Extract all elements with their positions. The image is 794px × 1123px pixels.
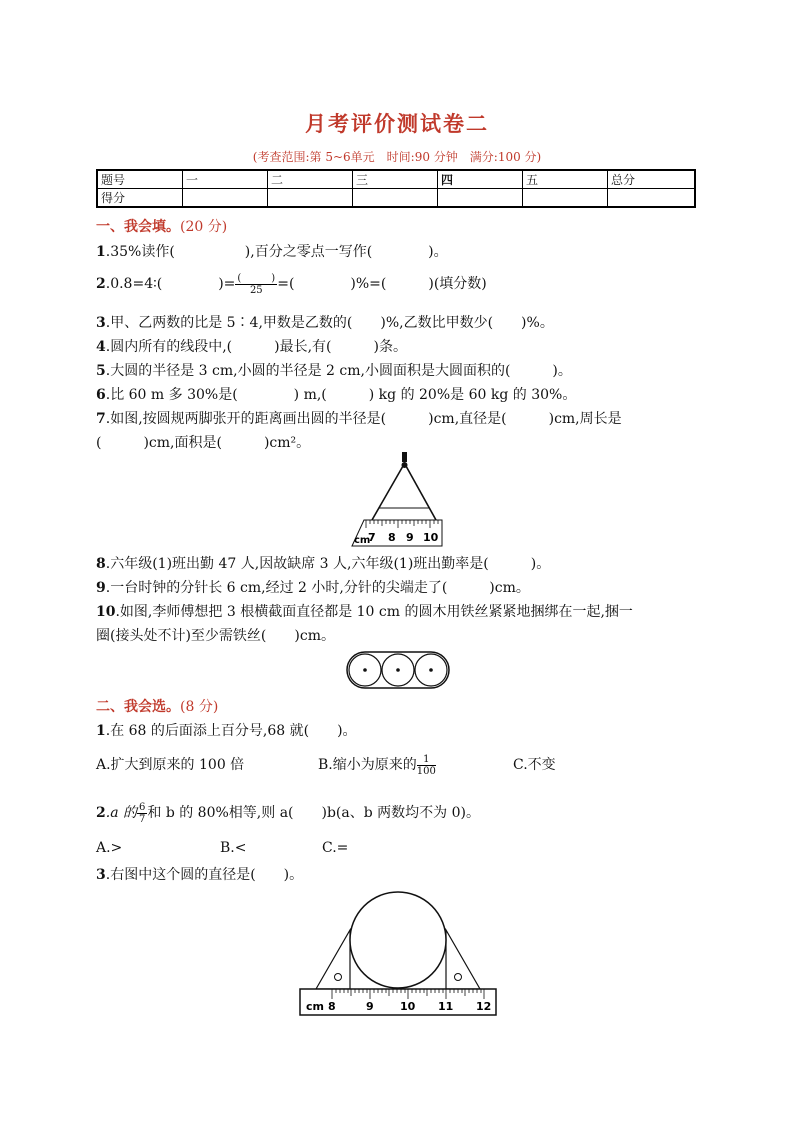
page-title: 月考评价测试卷二 [305,111,489,136]
question-number: 2 [96,276,106,292]
question-1-7 [96,408,622,428]
ruler-label: 10 [400,1000,416,1013]
question-2-2 [96,800,480,826]
right-set-square [446,930,480,989]
ruler-label: 12 [476,1000,492,1013]
header-cell: 二 [268,170,353,189]
ruler-label: 8 [328,1000,336,1013]
question-1-9 [96,577,530,597]
question-number: 10 [96,604,116,620]
score-cell[interactable] [183,189,268,208]
question-2-1 [96,720,357,740]
question-text: .如图,李师傅想把 3 根横截面直径都是 10 cm 的圆木用铁丝紧紧地捆绑在一起,捆一 [115,604,633,620]
header-cell: 三 [353,170,438,189]
fraction-numerator: 6 [139,801,146,813]
question-text: .a 的 [105,805,137,821]
question-1-3 [96,312,554,332]
section-1-heading [96,216,227,236]
three-logs-figure [346,650,450,690]
question-1-8 [96,553,550,573]
option-c[interactable]: C.= [322,840,349,856]
log-center [363,668,367,672]
ruler-label: 9 [366,1000,374,1013]
exam-scope: (考查范围:第 5~6单元 时间:90 分钟 满分:100 分) [252,150,542,164]
score-table-score-row [97,189,695,208]
option-c[interactable]: C.不变 [513,757,556,773]
score-cell[interactable] [268,189,353,208]
question-1-7-cont: ( )cm,面积是( )cm²。 [96,435,311,451]
question-number: 4 [96,339,106,355]
question-text: .0.8=4∶( )= [105,276,236,292]
question-1-4 [96,336,407,356]
ruler-label: cm [354,535,371,546]
fraction-numerator: ( ) [237,272,276,284]
circle [350,892,446,988]
question-1-2 [96,270,487,298]
fraction-numerator: 1 [417,754,436,766]
log-center [396,668,400,672]
question-number: 3 [96,315,106,331]
score-label-cell: 得分 [97,189,183,208]
ruler-label: 10 [423,531,439,544]
question-number: 1 [96,244,106,260]
fraction [235,273,277,296]
question-text: 和 b 的 80%相等,则 a( )b(a、b 两数均不为 0)。 [147,805,480,821]
fraction-denominator: 100 [416,765,436,777]
circle-diameter-figure [298,890,500,1020]
question-number: 7 [96,411,106,427]
question-1-1 [96,241,448,261]
question-text: .一台时钟的分针长 6 cm,经过 2 小时,分针的尖端走了( )cm。 [105,580,530,596]
fraction-denominator: 7 [139,813,146,825]
score-cell[interactable] [353,189,438,208]
section-1-title: 一、我会填。 [96,219,180,235]
question-text: .圆内所有的线段中,( )最长,有( )条。 [105,339,407,355]
ruler-label: 9 [406,531,414,544]
question-text: .比 60 m 多 30%是( ) m,( ) kg 的 20%是 60 kg 的 30%。 [105,387,577,403]
score-cell[interactable] [438,189,523,208]
question-text: =( )%=( )(填分数) [277,276,487,292]
left-set-square [316,930,350,989]
option-b[interactable] [318,752,436,778]
compass-ruler-figure [350,450,450,550]
section-1-points: (20 分) [180,219,228,235]
score-table-header-row [97,170,695,189]
compass-right-leg [406,466,436,520]
ruler-label: 8 [388,531,396,544]
question-number: 5 [96,363,106,379]
option-b[interactable]: B.< [220,840,247,856]
compass-left-leg [372,466,403,520]
header-cell: 题号 [97,170,183,189]
question-1-5 [96,360,572,380]
question-text: .在 68 的后面添上百分号,68 就( )。 [105,723,357,739]
question-text: .六年级(1)班出勤 47 人,因故缺席 3 人,六年级(1)班出勤率是( )。 [105,556,551,572]
question-2-3 [96,864,303,884]
question-number: 8 [96,556,106,572]
question-text: .如图,按圆规两脚张开的距离画出圆的半径是( )cm,直径是( )cm,周长是 [105,411,622,427]
section-2-title: 二、我会选。 [96,699,180,715]
question-number: 1 [96,723,106,739]
score-table [96,169,696,208]
header-cell: 四 [438,170,523,189]
section-2-heading [96,696,218,716]
question-1-6 [96,384,576,404]
header-cell: 总分 [608,170,696,189]
option-text: B.缩小为原来的 [318,757,417,773]
section-2-points: (8 分) [180,699,219,715]
question-number: 3 [96,867,106,883]
option-a[interactable]: A.> [96,840,123,856]
ruler-label: 7 [368,531,376,544]
question-text: .35%读作( ),百分之零点一写作( )。 [105,244,448,260]
fraction [137,802,147,825]
score-cell[interactable] [523,189,608,208]
question-text: .甲、乙两数的比是 5∶4,甲数是乙数的( )%,乙数比甲数少( )%。 [105,315,554,331]
ruler-label: cm [306,1000,324,1013]
question-1-10-cont: 圈(接头处不计)至少需铁丝( )cm。 [96,628,335,644]
question-text: .大圆的半径是 3 cm,小圆的半径是 2 cm,小圆面积是大圆面积的( )。 [105,363,572,379]
ruler-label: 11 [438,1000,454,1013]
compass-handle [402,452,407,462]
fraction-denominator: 25 [249,284,263,296]
score-cell[interactable] [608,189,696,208]
question-number: 6 [96,387,106,403]
question-number: 2 [96,805,106,821]
question-1-10 [96,601,633,621]
fraction [417,754,436,777]
option-a[interactable]: A.扩大到原来的 100 倍 [96,757,245,773]
log-center [429,668,433,672]
question-text: .右图中这个圆的直径是( )。 [105,867,304,883]
question-number: 9 [96,580,106,596]
header-cell: 五 [523,170,608,189]
header-cell: 一 [183,170,268,189]
